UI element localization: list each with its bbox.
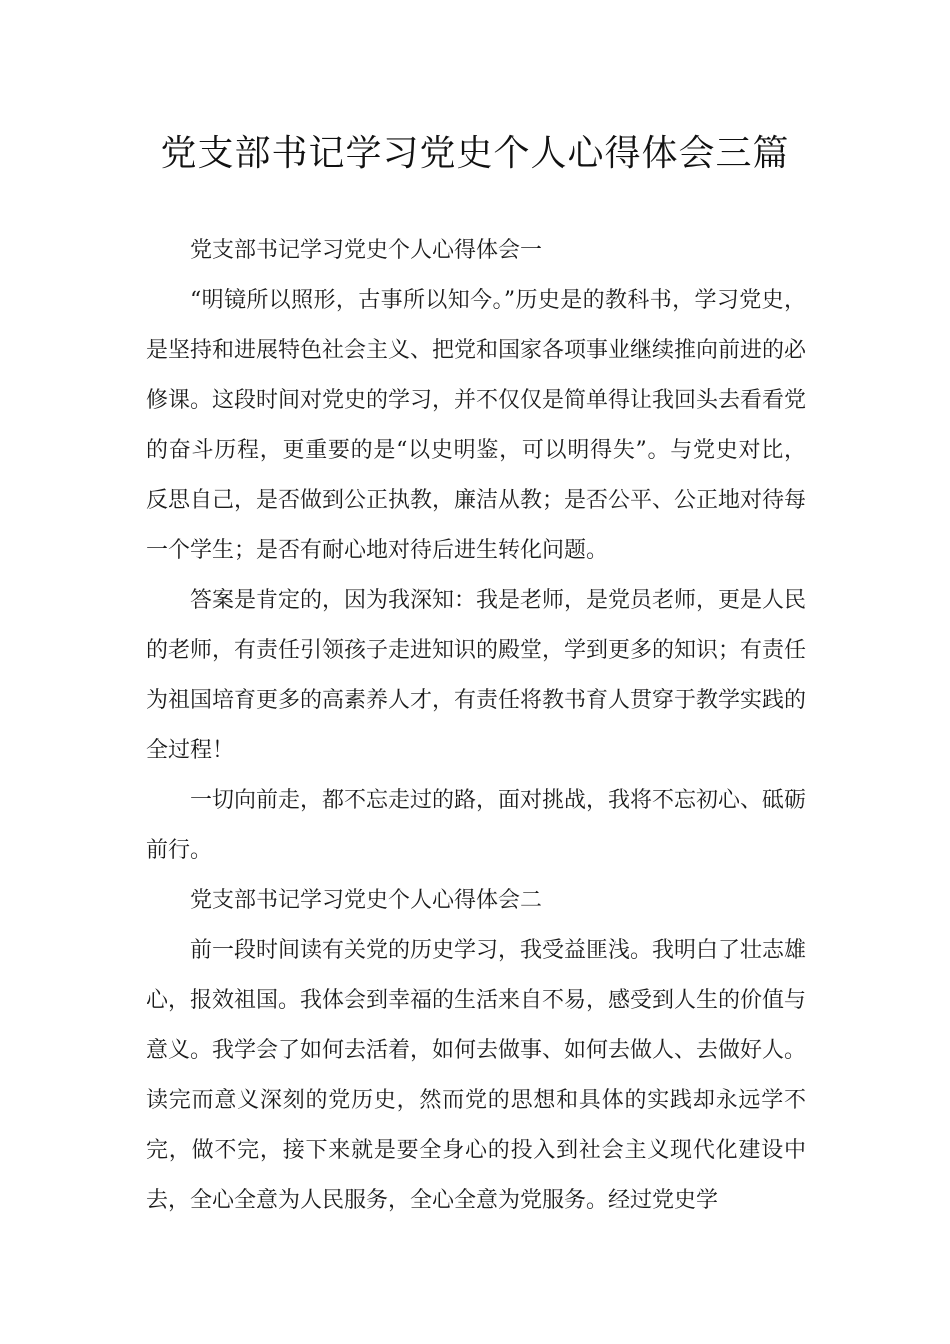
- paragraph: “明镜所以照形，古事所以知今。”历史是的教科书，学习党史，是坚持和进展特色社会主义、把党和国家各项事业继续推向前进的必修课。这段时间对党史的学习，并不仅仅是简单得让我回头去看看党的奋斗历程，更重要的是“以史明鉴，可以明得失”。与党史对比，反思自己，是否做到公正执教，廉洁从教；是否公平、公正地对待每一个学生；是否有耐心地对待后进生转化问题。: [146, 288, 807, 563]
- paragraph: 答案是肯定的，因为我深知：我是老师，是党员老师，更是人民的老师，有责任引领孩子走进知识的殿堂，学到更多的知识；有责任为祖国培育更多的高素养人才，有责任将教书育人贯穿于教学实践的全过程！: [146, 588, 807, 763]
- document-title: 党支部书记学习党史个人心得体会三篇: [160, 133, 790, 174]
- paragraph: 一切向前走，都不忘走过的路，面对挑战，我将不忘初心、砥砺前行。: [146, 788, 807, 863]
- document-body: [146, 226, 806, 1226]
- section-heading-one: 党支部书记学习党史个人心得体会一: [190, 238, 543, 263]
- section-heading-two: 党支部书记学习党史个人心得体会二: [190, 888, 543, 913]
- paragraph: 前一段时间读有关党的历史学习，我受益匪浅。我明白了壮志雄心，报效祖国。我体会到幸福的生活来自不易，感受到人生的价值与意义。我学会了如何去活着，如何去做事、如何去做人、去做好人。读完而意义深刻的党历史，然而党的思想和具体的实践却永远学不完，做不完，接下来就是要全身心的投入到社会主义现代化建设中去，全心全意为人民服务，全心全意为党服务。经过党史学: [146, 938, 807, 1213]
